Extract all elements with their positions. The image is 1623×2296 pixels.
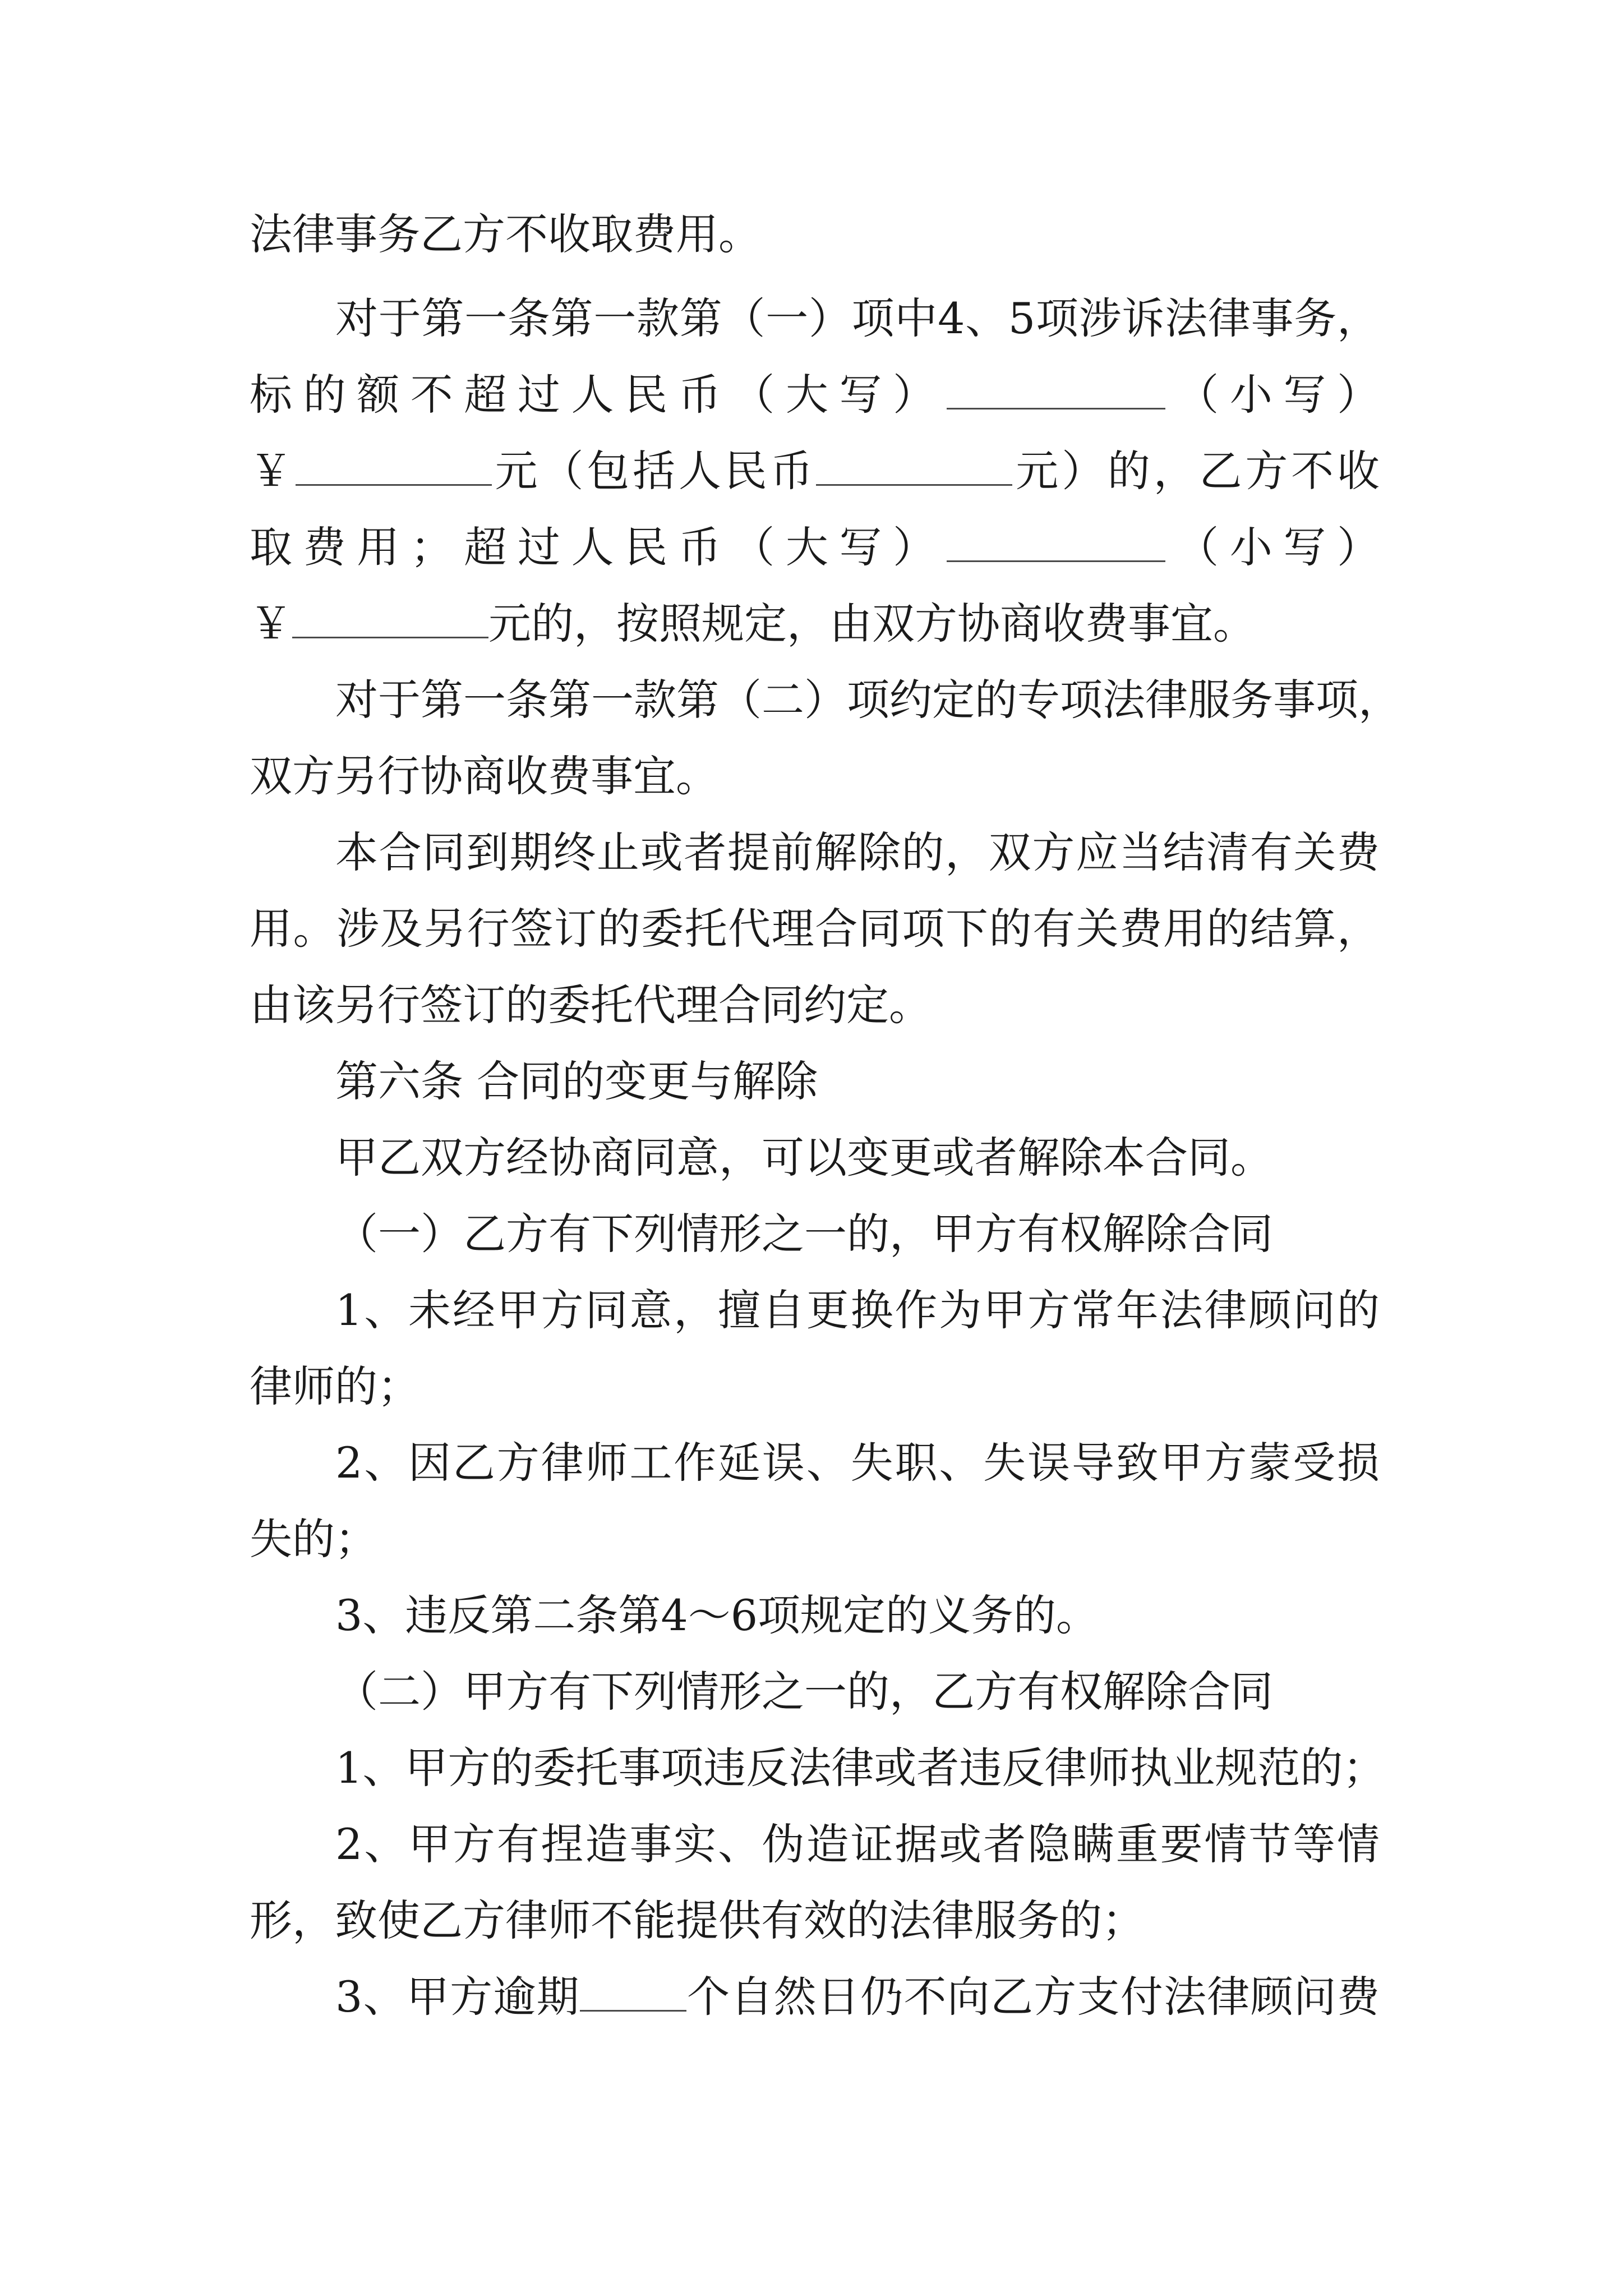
text-line: 对于第一条第一款第（一）项中4、5项涉诉法律事务， [335,293,1380,343]
text-line [250,586,1380,662]
text-line: 2、因乙方律师工作延误、失职、失误导致甲方蒙受损 [335,1438,1380,1488]
text-line: 由该另行签订的委托代理合同约定。 [250,980,932,1030]
text-line: 律师的； [250,1361,420,1411]
text-line [335,1959,1380,2035]
text-segment: 取费用；超过人民币（大写） [250,522,947,572]
fill-blank[interactable] [816,448,1012,486]
fill-blank[interactable] [947,524,1165,562]
text-line: 2、甲方有捏造事实、伪造证据或者隐瞒重要情节等情 [335,1819,1380,1869]
text-line: 用。涉及另行签订的委托代理合同项下的有关费用的结算， [250,904,1380,954]
text-line: 甲乙双方经协商同意，可以变更或者解除本合同。 [335,1133,1273,1182]
text-segment: ￥ [250,446,296,496]
text-line: 1、未经甲方同意，擅自更换作为甲方常年法律顾问的 [335,1285,1380,1335]
fill-blank[interactable] [292,601,488,638]
text-line: 1、甲方的委托事项违反法律或者违反律师执业规范的； [335,1743,1386,1793]
text-line: 形，致使乙方律师不能提供有效的法律服务的； [250,1895,1145,1945]
text-line: （二）甲方有下列情形之一的，乙方有权解除合同 [335,1667,1273,1717]
fill-blank[interactable] [580,1974,686,2012]
text-segment: 个自然日仍不向乙方支付法律顾问费 [686,1972,1380,2022]
fill-blank[interactable] [947,372,1165,409]
text-segment: 标的额不超过人民币（大写） [250,370,947,420]
text-line: 本合同到期终止或者提前解除的，双方应当结清有关费 [335,827,1380,877]
text-line [250,357,1380,433]
text-line: 双方另行协商收费事宜。 [250,751,718,801]
text-line: 法律事务乙方不收取费用。 [250,209,761,259]
text-segment: 元的，按照规定，由双方协商收费事宜。 [488,599,1256,648]
text-line: 对于第一条第一款第（二）项约定的专项法律服务事项， [335,675,1401,725]
text-line: 3、违反第二条第4～6项规定的义务的。 [335,1590,1099,1640]
text-segment: 元）的，乙方不收 [1012,446,1380,496]
fill-blank[interactable] [296,448,492,486]
text-segment: ￥ [250,599,292,648]
section-heading: 第六条 合同的变更与解除 [335,1056,818,1106]
text-line [250,433,1380,509]
text-segment: （小写） [1165,522,1380,572]
text-line: 失的； [250,1514,377,1564]
text-segment: 3、甲方逾期 [335,1972,580,2022]
text-segment: （小写） [1165,370,1380,420]
text-segment: 元（包括人民币 [491,446,817,496]
text-line [250,509,1380,586]
text-line: （一）乙方有下列情形之一的，甲方有权解除合同 [335,1209,1273,1259]
